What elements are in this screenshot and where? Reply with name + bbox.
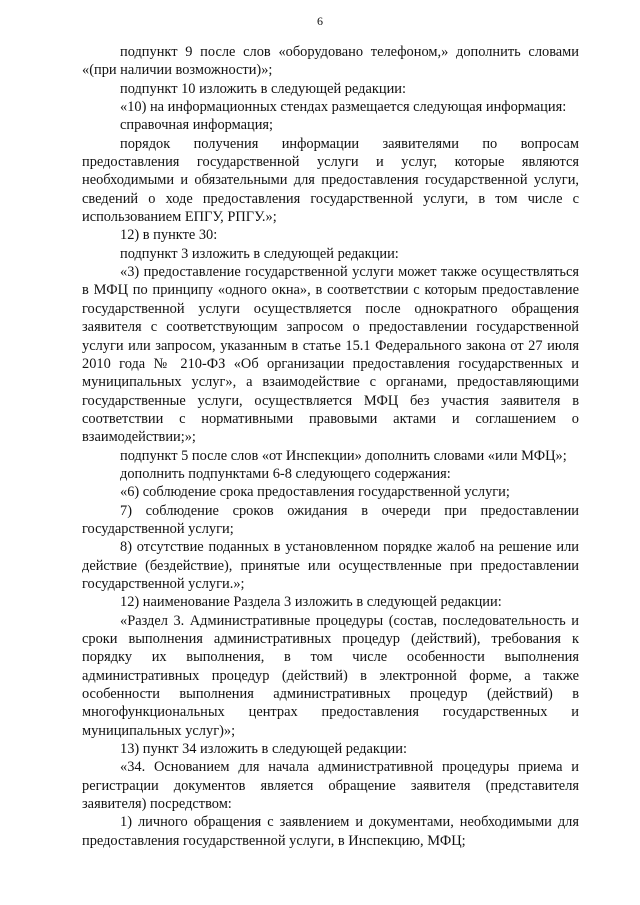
paragraph: дополнить подпунктами 6-8 следующего содержания: (120, 465, 451, 482)
paragraph: «3) предоставление государственной услуги может также осуществляться в МФЦ по принципу «одного окна», в соответствии с которым предоставление государственной услуги осуществляется после однократного обращения заявителя с соответствующим запросом о предоставлении государственной услуги или запросом, указанным в статье 15.1 Федерального закона от 27 июля 2010 года № 210-ФЗ «Об организации предоставления государственных и муниципальных услуг», а взаимодействие с органами, предоставляющими государственные услуги, осуществляется МФЦ без участия заявителя в соответствии с нормативными правовыми актами и соглашением о взаимодействии;»; (82, 264, 579, 446)
document-body (82, 43, 579, 850)
paragraph: подпункт 5 после слов «от Инспекции» дополнить словами «или МФЦ»; (120, 447, 567, 464)
paragraph: «34. Основанием для начала административной процедуры приема и регистрации документов является обращение заявителя (представителя заявителя) посредством: (82, 759, 579, 813)
paragraph: порядок получения информации заявителями по вопросам предоставления государственной услуги и услуг, которые являются необходимыми и обязательными для предоставления государственной услуги, сведений о ходе предоставления государственной услуги, в том числе с использованием ЕПГУ, РПГУ.»; (82, 135, 579, 226)
paragraph: «Раздел 3. Административные процедуры (состав, последовательность и сроки выполнения административных процедур (действий), требования к порядку их выполнения, в том числе особенности выполнения административных процедур (действий) в электронной форме, а также особенности выполнения административных процедур (действий) в многофункциональных центрах предоставления государственных и муниципальных услуг)»; (82, 612, 579, 739)
paragraph: 7) соблюдение сроков ожидания в очереди при предоставлении государственной услуги; (82, 502, 579, 537)
paragraph: подпункт 9 после слов «оборудовано телефоном,» дополнить словами «(при наличии возможности)»; (82, 44, 579, 79)
paragraph: 12) в пункте 30: (120, 227, 218, 244)
paragraph: «6) соблюдение срока предоставления государственной услуги; (120, 484, 510, 501)
paragraph: 1) личного обращения с заявлением и документами, необходимыми для предоставления государственной услуги, в Инспекцию, МФЦ; (82, 814, 579, 849)
paragraph: 13) пункт 34 изложить в следующей редакции: (120, 741, 407, 758)
page-number: 6 (317, 14, 323, 28)
paragraph: 12) наименование Раздела 3 изложить в следующей редакции: (120, 594, 502, 611)
paragraph: 8) отсутствие поданных в установленном порядке жалоб на решение или действие (бездействие), принятые или осуществленные при предоставлении государственной услуги.»; (82, 539, 579, 592)
paragraph: подпункт 3 изложить в следующей редакции: (120, 245, 399, 262)
paragraph: справочная информация; (120, 117, 274, 134)
paragraph: подпункт 10 изложить в следующей редакции: (120, 80, 406, 97)
paragraph: «10) на информационных стендах размещается следующая информация: (120, 99, 567, 116)
